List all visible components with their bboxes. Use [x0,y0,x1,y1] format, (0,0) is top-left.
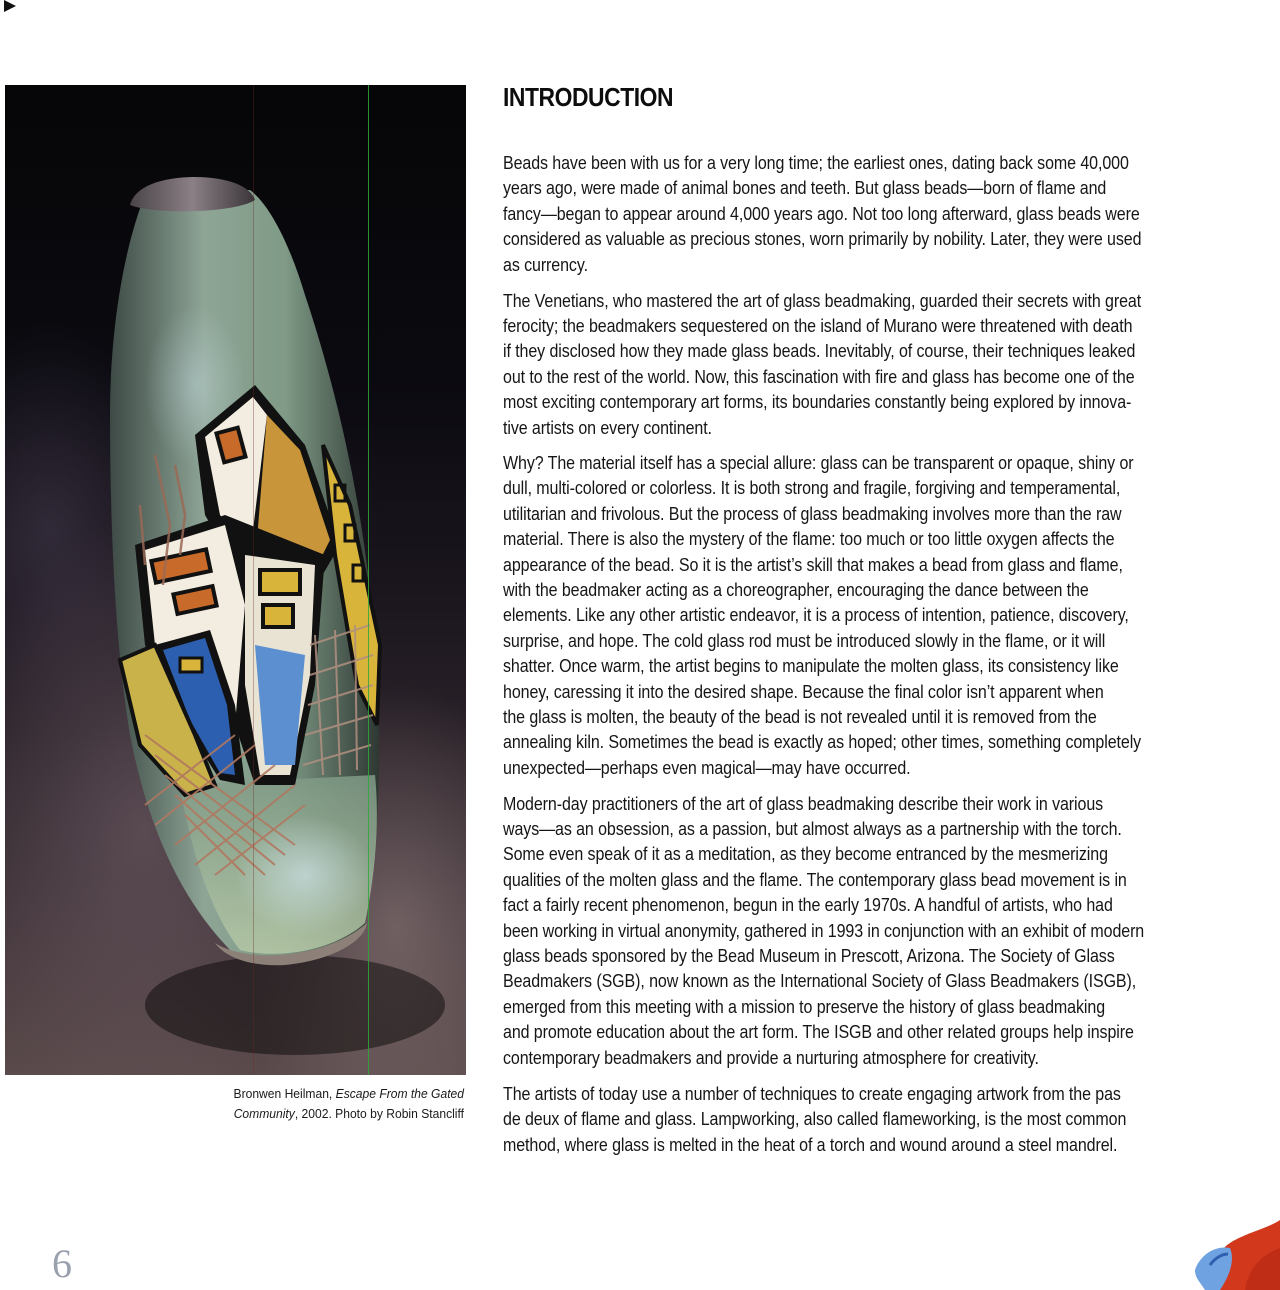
caption-details: , 2002. Photo by Robin Stancliff [294,1106,464,1121]
text-line: Modern-day practitioners of the art of glass beadmaking describe their work in various [503,792,1104,814]
text-line: fancy—began to appear around 4,000 years ago. Not too long afterward, glass beads were [503,202,1140,224]
scan-line [368,85,369,1075]
text-line: emerged from this meeting with a mission to preserve the history of glass beadmaking [503,995,1106,1017]
article-body [503,82,1263,1170]
text-line: glass beads sponsored by the Bead Museum in Prescott, Arizona. The Society of Glass [503,944,1115,966]
text-line: fact a fairly recent phenomenon, begun in the early 1970s. A handful of artists, who had [503,894,1113,916]
text-line: unexpected—perhaps even magical—may have occurred. [503,756,911,778]
registration-mark-icon [4,0,16,12]
text-line: as currency. [503,253,588,275]
text-line: honey, caressing it into the desired shape. Because the final color isn’t apparent when [503,680,1104,702]
text-line: Some even speak of it as a meditation, as they become entranced by the mesmerizing [503,843,1108,865]
paragraph [503,1081,1247,1159]
text-line: material. There is also the mystery of the flame: too much or too little oxygen affects the [503,528,1115,550]
text-line: if they disclosed how they made glass beads. Inevitably, of course, their techniques leaked [503,340,1136,362]
decorative-glass-corner-icon [1190,1210,1280,1290]
text-line: and promote education about the art form. The ISGB and other related groups help inspire [503,1021,1134,1043]
text-line: method, where glass is melted in the heat of a torch and wound around a steel mandrel. [503,1133,1118,1155]
text-line: The Venetians, who mastered the art of glass beadmaking, guarded their secrets with great [503,289,1142,311]
text-line: utilitarian and frivolous. But the process of glass beadmaking involves more than the raw [503,502,1122,524]
caption-artwork-title-line2: Community [233,1106,295,1121]
text-line: shatter. Once warm, the artist begins to manipulate the molten glass, its consistency like [503,655,1119,677]
text-line: considered as valuable as precious stones, worn primarily by nobility. Later, they were used [503,228,1142,250]
text-line: appearance of the bead. So it is the artist’s skill that makes a bead from glass and flame, [503,553,1123,575]
text-line: annealing kiln. Sometimes the bead is exactly as hoped; other times, something completely [503,731,1142,753]
paragraph [503,791,1247,1071]
bead-photo [5,85,466,1075]
paragraph [503,150,1247,277]
page-number: 6 [52,1241,72,1286]
text-line: dull, multi-colored or colorless. It is both strong and fragile, forgiving and temperamental, [503,477,1121,499]
text-line: most exciting contemporary art forms, its boundaries constantly being explored by innova- [503,391,1132,413]
text-line: qualities of the molten glass and the flame. The contemporary glass bead movement is in [503,868,1127,890]
text-line: with the beadmaker acting as a choreographer, encouraging the dance between the [503,579,1089,601]
text-line: de deux of flame and glass. Lampworking, also called flameworking, is the most common [503,1108,1127,1130]
text-line: ways—as an obsession, as a passion, but almost always as a partnership with the torch. [503,817,1122,839]
text-line: out to the rest of the world. Now, this fascination with fire and glass has become one of the [503,365,1135,387]
text-line: elements. Like any other artistic endeavor, it is a process of intention, patience, discovery, [503,604,1129,626]
text-line: the glass is molten, the beauty of the bead is not revealed until it is removed from the [503,706,1097,728]
caption-artwork-title-line1: Escape From the Gated [335,1086,464,1101]
text-line: Beads have been with us for a very long time; the earliest ones, dating back some 40,000 [503,152,1129,173]
text-line: ferocity; the beadmakers sequestered on the island of Murano were threatened with death [503,314,1133,336]
text-line: Why? The material itself has a special allure: glass can be transparent or opaque, shiny or [503,452,1134,473]
photo-caption [172,1084,464,1124]
caption-artist: Bronwen Heilman, [233,1086,336,1101]
text-line: The artists of today use a number of techniques to create engaging artwork from the pas [503,1083,1121,1104]
paragraph [503,450,1247,780]
scan-line [253,85,254,1075]
text-line: been working in virtual anonymity, gathered in 1993 in conjunction with an exhibit of modern [503,919,1145,941]
text-line: years ago, were made of animal bones and teeth. But glass beads—born of flame and [503,177,1107,199]
text-line: surprise, and hope. The cold glass rod must be introduced slowly in the flame, or it will [503,629,1106,651]
text-line: tive artists on every continent. [503,416,712,438]
paragraph [503,288,1247,440]
section-title: INTRODUCTION [503,82,674,112]
text-line: Beadmakers (SGB), now known as the International Society of Glass Beadmakers (ISGB), [503,970,1137,992]
text-line: contemporary beadmakers and provide a nurturing atmosphere for creativity. [503,1046,1039,1068]
bead-illustration [5,85,466,1075]
